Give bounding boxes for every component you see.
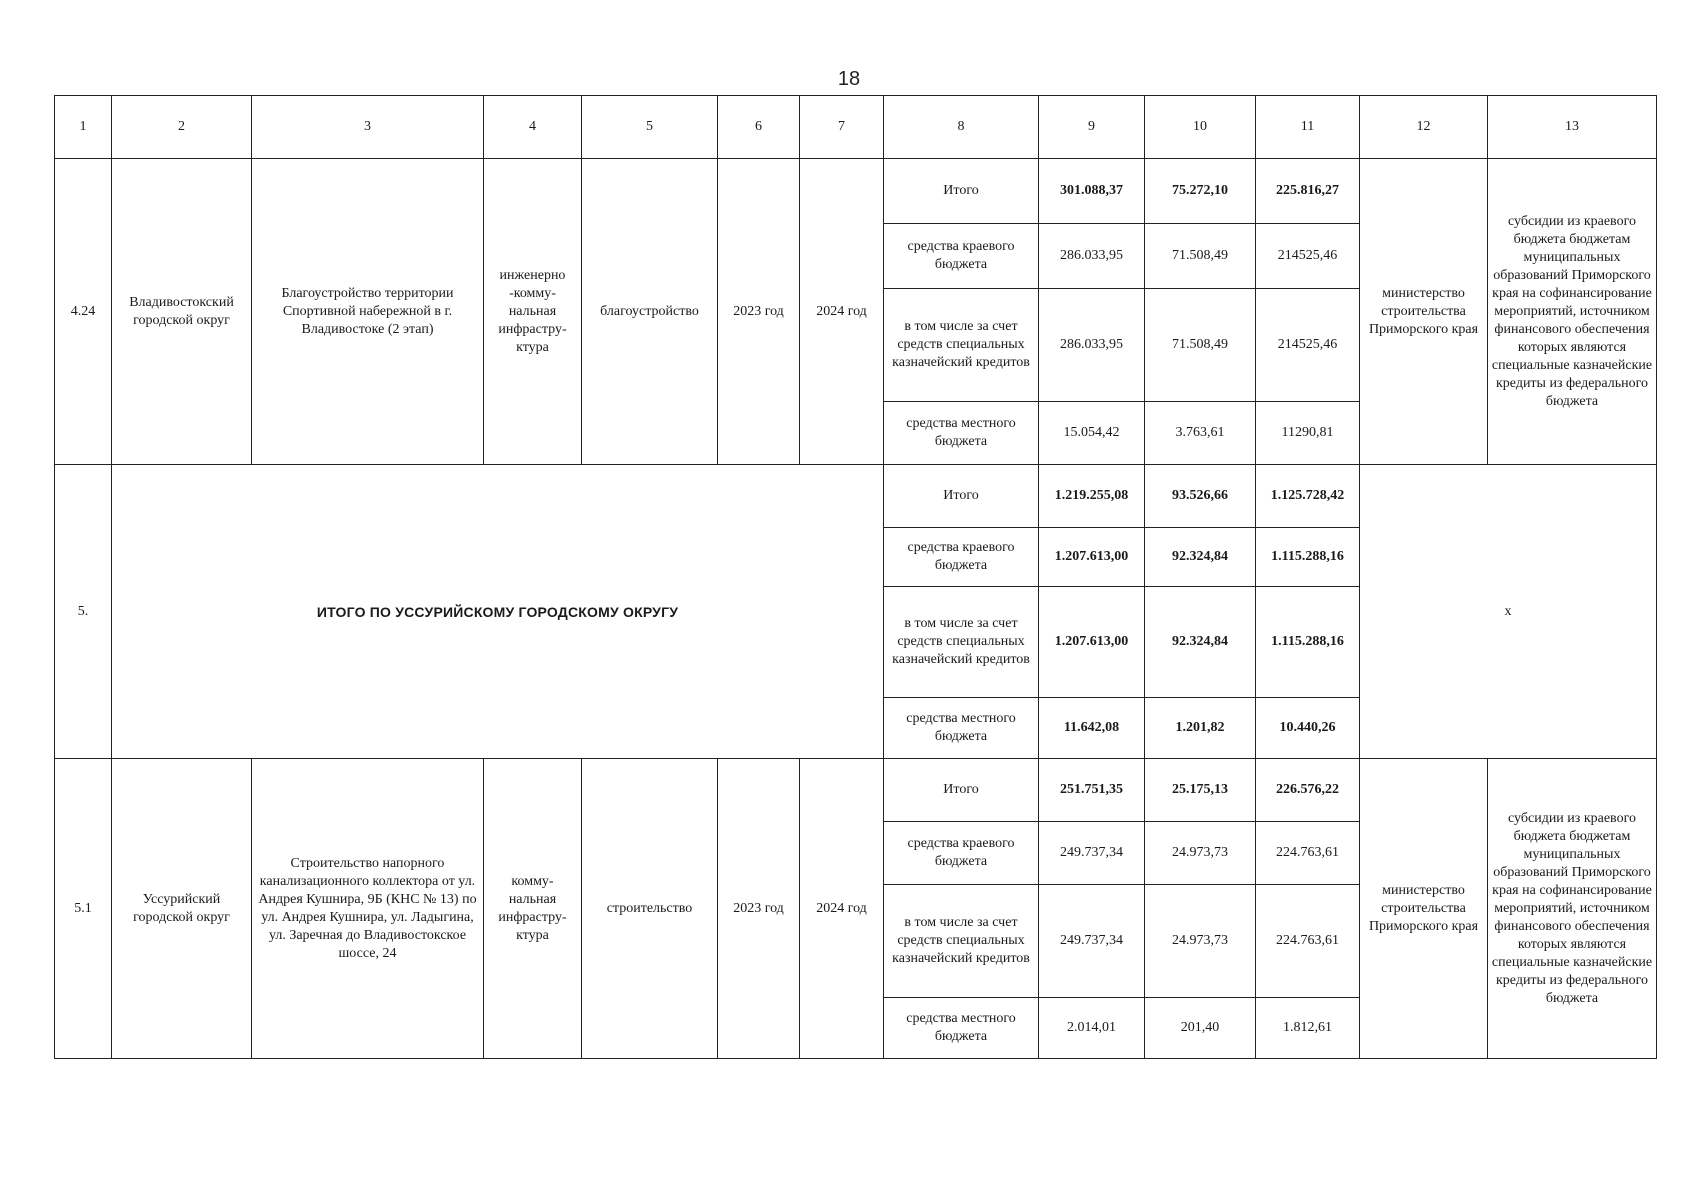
category-cell: инженерно -комму- нальная инфрастру- ктура [484, 159, 582, 465]
funding-source-label: Итого [884, 465, 1039, 528]
page-number: 18 [837, 68, 861, 90]
end-year-cell: 2024 год [800, 759, 884, 1059]
funding-source-label: средства местного бюджета [884, 998, 1039, 1059]
amount-cell: 1.125.728,42 [1256, 465, 1360, 528]
funding-source-label: средства местного бюджета [884, 402, 1039, 465]
amount-cell: 249.737,34 [1039, 822, 1145, 885]
amount-cell: 251.751,35 [1039, 759, 1145, 822]
column-header: 13 [1488, 96, 1657, 159]
amount-cell: 226.576,22 [1256, 759, 1360, 822]
column-header: 9 [1039, 96, 1145, 159]
table-row [55, 159, 1657, 224]
amount-cell: 225.816,27 [1256, 159, 1360, 224]
start-year-cell: 2023 год [718, 159, 800, 465]
funding-source-label: в том числе за счет средств специальных казначейский кредитов [884, 885, 1039, 998]
amount-cell: 286.033,95 [1039, 289, 1145, 402]
table-row [55, 759, 1657, 822]
note-cell: субсидии из краевого бюджета бюджетам муниципальных образований Приморского края на софинансирование мероприятий, источником финансового обеспечения которых являются специальные казначейские кредиты из федерального бюджета [1488, 159, 1657, 465]
amount-cell: 25.175,13 [1145, 759, 1256, 822]
amount-cell: 224.763,61 [1256, 822, 1360, 885]
funding-source-label: средства краевого бюджета [884, 822, 1039, 885]
amount-cell: 75.272,10 [1145, 159, 1256, 224]
not-applicable-mark: х [1360, 465, 1657, 759]
work-type-cell: благоустройство [582, 159, 718, 465]
column-number-row [55, 96, 1657, 159]
amount-cell: 1.115.288,16 [1256, 528, 1360, 587]
responsible-cell: министерство строительства Приморского края [1360, 759, 1488, 1059]
amount-cell: 2.014,01 [1039, 998, 1145, 1059]
column-header: 8 [884, 96, 1039, 159]
column-header: 6 [718, 96, 800, 159]
amount-cell: 214525,46 [1256, 289, 1360, 402]
row-number: 4.24 [55, 159, 112, 465]
funding-source-label: в том числе за счет средств специальных казначейский кредитов [884, 289, 1039, 402]
amount-cell: 11290,81 [1256, 402, 1360, 465]
amount-cell: 1.201,82 [1145, 698, 1256, 759]
amount-cell: 71.508,49 [1145, 289, 1256, 402]
amount-cell: 201,40 [1145, 998, 1256, 1059]
funding-source-label: средства краевого бюджета [884, 528, 1039, 587]
amount-cell: 301.088,37 [1039, 159, 1145, 224]
amount-cell: 214525,46 [1256, 224, 1360, 289]
column-header: 4 [484, 96, 582, 159]
funding-source-label: в том числе за счет средств специальных казначейский кредитов [884, 587, 1039, 698]
column-header: 5 [582, 96, 718, 159]
amount-cell: 92.324,84 [1145, 528, 1256, 587]
amount-cell: 249.737,34 [1039, 885, 1145, 998]
responsible-cell: министерство строительства Приморского края [1360, 159, 1488, 465]
amount-cell: 71.508,49 [1145, 224, 1256, 289]
section-total-title: ИТОГО ПО УССУРИЙСКОМУ ГОРОДСКОМУ ОКРУГУ [112, 465, 884, 759]
end-year-cell: 2024 год [800, 159, 884, 465]
amount-cell: 93.526,66 [1145, 465, 1256, 528]
municipality-cell: Владивостокский городской округ [112, 159, 252, 465]
column-header: 10 [1145, 96, 1256, 159]
amount-cell: 11.642,08 [1039, 698, 1145, 759]
column-header: 2 [112, 96, 252, 159]
work-type-cell: строительство [582, 759, 718, 1059]
amount-cell: 1.115.288,16 [1256, 587, 1360, 698]
amount-cell: 1.207.613,00 [1039, 587, 1145, 698]
note-cell: субсидии из краевого бюджета бюджетам муниципальных образований Приморского края на софинансирование мероприятий, источником финансового обеспечения которых являются специальные казначейские кредиты из федерального бюджета [1488, 759, 1657, 1059]
funding-source-label: средства краевого бюджета [884, 224, 1039, 289]
column-header: 7 [800, 96, 884, 159]
amount-cell: 24.973,73 [1145, 885, 1256, 998]
funding-source-label: средства местного бюджета [884, 698, 1039, 759]
amount-cell: 1.219.255,08 [1039, 465, 1145, 528]
amount-cell: 286.033,95 [1039, 224, 1145, 289]
object-name-cell: Строительство напорного канализационного коллектора от ул. Андрея Кушнира, 9Б (КНС № 13) по ул. Андрея Кушнира, ул. Ладыгина, ул. Заречная до Владивостокское шоссе, 24 [252, 759, 484, 1059]
total-row [55, 465, 1657, 528]
column-header: 3 [252, 96, 484, 159]
funding-source-label: Итого [884, 759, 1039, 822]
amount-cell: 15.054,42 [1039, 402, 1145, 465]
object-name-cell: Благоустройство территории Спортивной набережной в г. Владивостоке (2 этап) [252, 159, 484, 465]
amount-cell: 10.440,26 [1256, 698, 1360, 759]
municipality-cell: Уссурийский городской округ [112, 759, 252, 1059]
program-table [54, 95, 1657, 1059]
funding-source-label: Итого [884, 159, 1039, 224]
start-year-cell: 2023 год [718, 759, 800, 1059]
amount-cell: 1.207.613,00 [1039, 528, 1145, 587]
row-number: 5. [55, 465, 112, 759]
amount-cell: 24.973,73 [1145, 822, 1256, 885]
amount-cell: 3.763,61 [1145, 402, 1256, 465]
row-number: 5.1 [55, 759, 112, 1059]
column-header: 12 [1360, 96, 1488, 159]
category-cell: комму- нальная инфрастру- ктура [484, 759, 582, 1059]
column-header: 11 [1256, 96, 1360, 159]
amount-cell: 224.763,61 [1256, 885, 1360, 998]
amount-cell: 92.324,84 [1145, 587, 1256, 698]
amount-cell: 1.812,61 [1256, 998, 1360, 1059]
column-header: 1 [55, 96, 112, 159]
